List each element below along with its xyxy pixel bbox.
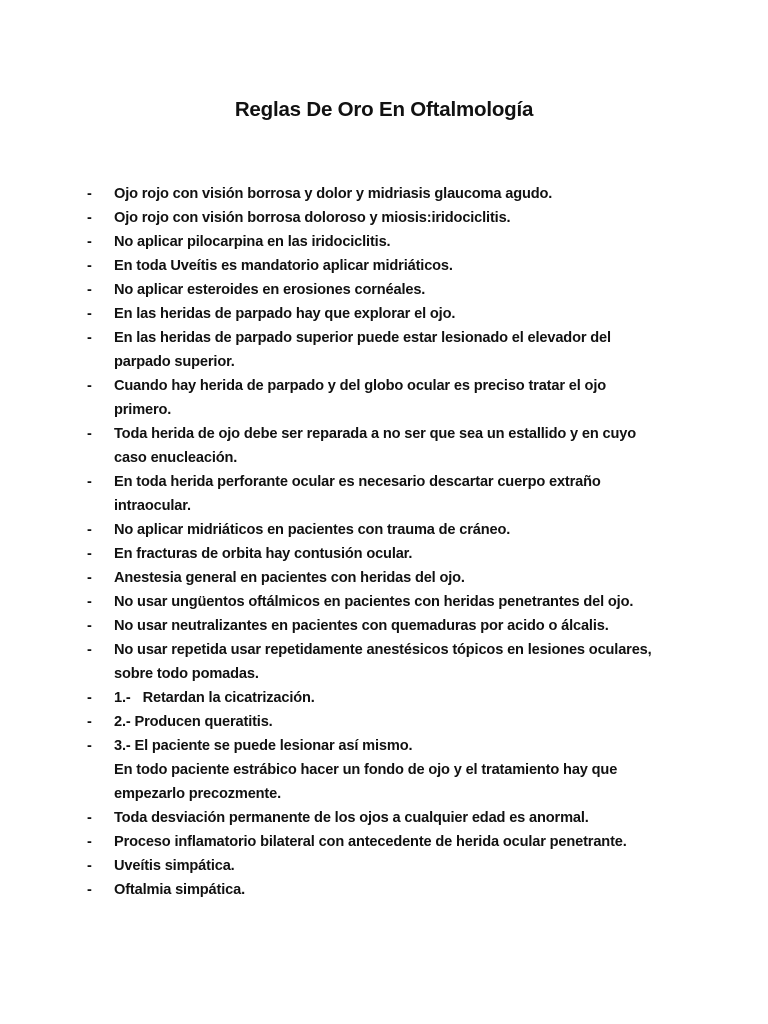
list-item-text: caso enucleación.	[114, 450, 238, 466]
list-item	[0, 686, 768, 710]
list-item	[0, 566, 768, 590]
list-item-text: No usar repetida usar repetidamente anestésicos tópicos en lesiones oculares,	[114, 642, 652, 658]
bullet-dash: -	[87, 378, 92, 394]
list-item-text: En toda Uveítis es mandatorio aplicar midriáticos.	[114, 258, 453, 274]
bullet-dash: -	[87, 858, 92, 874]
rules-list	[0, 182, 768, 902]
list-item-continuation-line	[0, 782, 768, 806]
list-item-line	[0, 254, 768, 278]
bullet-dash: -	[87, 186, 92, 202]
list-item-text: Ojo rojo con visión borrosa doloroso y miosis:iridociclitis.	[114, 210, 511, 226]
list-item	[0, 638, 768, 686]
list-item-text: 3.- El paciente se puede lesionar así mismo.	[114, 738, 413, 754]
list-item	[0, 182, 768, 206]
list-item-continuation-line	[0, 494, 768, 518]
list-item	[0, 878, 768, 902]
list-item-line	[0, 206, 768, 230]
list-item-text	[114, 686, 315, 710]
bullet-dash: -	[87, 738, 92, 754]
list-item-line	[0, 374, 768, 398]
bullet-dash: -	[87, 474, 92, 490]
list-item	[0, 374, 768, 422]
list-item-text: En las heridas de parpado hay que explorar el ojo.	[114, 306, 456, 322]
list-item-continuation-line	[0, 350, 768, 374]
bullet-dash: -	[87, 642, 92, 658]
list-item-line	[0, 590, 768, 614]
list-item	[0, 470, 768, 518]
list-item-line	[0, 518, 768, 542]
bullet-dash: -	[87, 834, 92, 850]
list-item-body: Retardan la cicatrización.	[142, 690, 315, 706]
list-item-text: No aplicar midriáticos en pacientes con trauma de cráneo.	[114, 522, 511, 538]
list-item-text: En fracturas de orbita hay contusión ocular.	[114, 546, 413, 562]
bullet-dash: -	[87, 690, 92, 706]
list-item-line	[0, 326, 768, 350]
list-item	[0, 254, 768, 278]
list-item	[0, 590, 768, 614]
list-item-line	[0, 278, 768, 302]
list-item-text: No aplicar pilocarpina en las iridociclitis.	[114, 234, 391, 250]
list-item-line	[0, 830, 768, 854]
list-item-continuation-line	[0, 758, 768, 782]
list-item-text: No usar neutralizantes en pacientes con quemaduras por acido o álcalis.	[114, 618, 609, 634]
list-item-line	[0, 806, 768, 830]
list-item-text: 2.- Producen queratitis.	[114, 714, 273, 730]
list-item-text: Proceso inflamatorio bilateral con antecedente de herida ocular penetrante.	[114, 834, 627, 850]
list-item	[0, 614, 768, 638]
bullet-dash: -	[87, 714, 92, 730]
bullet-dash: -	[87, 258, 92, 274]
list-item-line	[0, 638, 768, 662]
list-item	[0, 206, 768, 230]
bullet-dash: -	[87, 810, 92, 826]
list-item-number: 1.-	[114, 690, 131, 706]
list-item-line	[0, 566, 768, 590]
bullet-dash: -	[87, 882, 92, 898]
list-item-continuation-line	[0, 662, 768, 686]
list-item	[0, 806, 768, 830]
list-item-text: Toda herida de ojo debe ser reparada a no ser que sea un estallido y en cuyo	[114, 426, 636, 442]
list-item-line	[0, 734, 768, 758]
list-item-text: Cuando hay herida de parpado y del globo ocular es preciso tratar el ojo	[114, 378, 606, 394]
list-item-text: En las heridas de parpado superior puede estar lesionado el elevador del	[114, 330, 611, 346]
bullet-dash: -	[87, 426, 92, 442]
list-item-text: No aplicar esteroides en erosiones cornéales.	[114, 282, 426, 298]
list-item	[0, 854, 768, 878]
list-item-line	[0, 854, 768, 878]
bullet-dash: -	[87, 546, 92, 562]
list-item	[0, 326, 768, 374]
list-item-line	[0, 614, 768, 638]
list-item-line	[0, 422, 768, 446]
list-item-line	[0, 710, 768, 734]
list-item-text: Toda desviación permanente de los ojos a cualquier edad es anormal.	[114, 810, 589, 826]
list-item-text: En toda herida perforante ocular es necesario descartar cuerpo extraño	[114, 474, 601, 490]
list-item-text: primero.	[114, 402, 172, 418]
list-item-text: No usar ungüentos oftálmicos en pacientes con heridas penetrantes del ojo.	[114, 594, 634, 610]
list-item-line	[0, 230, 768, 254]
list-item-text: sobre todo pomadas.	[114, 666, 259, 682]
list-item-line	[0, 302, 768, 326]
list-item-line	[0, 686, 768, 710]
list-item-text: En todo paciente estrábico hacer un fondo de ojo y el tratamiento hay que	[114, 762, 618, 778]
document-title: Reglas De Oro En Oftalmología	[234, 98, 534, 121]
bullet-dash: -	[87, 306, 92, 322]
list-item-continuation-line	[0, 398, 768, 422]
list-item	[0, 422, 768, 470]
list-item-text: Oftalmia simpática.	[114, 882, 245, 898]
bullet-dash: -	[87, 570, 92, 586]
list-item-text: Anestesia general en pacientes con heridas del ojo.	[114, 570, 465, 586]
list-item-continuation-line	[0, 446, 768, 470]
list-item	[0, 830, 768, 854]
list-item	[0, 278, 768, 302]
list-item-text: empezarlo precozmente.	[114, 786, 282, 802]
list-item-line	[0, 182, 768, 206]
list-item-text: intraocular.	[114, 498, 191, 514]
bullet-dash: -	[87, 234, 92, 250]
list-item-line	[0, 878, 768, 902]
list-item	[0, 734, 768, 806]
list-item-line	[0, 542, 768, 566]
list-item	[0, 710, 768, 734]
bullet-dash: -	[87, 618, 92, 634]
bullet-dash: -	[87, 282, 92, 298]
list-item	[0, 230, 768, 254]
bullet-dash: -	[87, 330, 92, 346]
list-item-text: Uveítis simpática.	[114, 858, 235, 874]
list-item-text: parpado superior.	[114, 354, 235, 370]
bullet-dash: -	[87, 210, 92, 226]
list-item	[0, 542, 768, 566]
list-item	[0, 518, 768, 542]
list-item	[0, 302, 768, 326]
bullet-dash: -	[87, 594, 92, 610]
list-item-line	[0, 470, 768, 494]
bullet-dash: -	[87, 522, 92, 538]
list-item-text: Ojo rojo con visión borrosa y dolor y midriasis glaucoma agudo.	[114, 186, 553, 202]
